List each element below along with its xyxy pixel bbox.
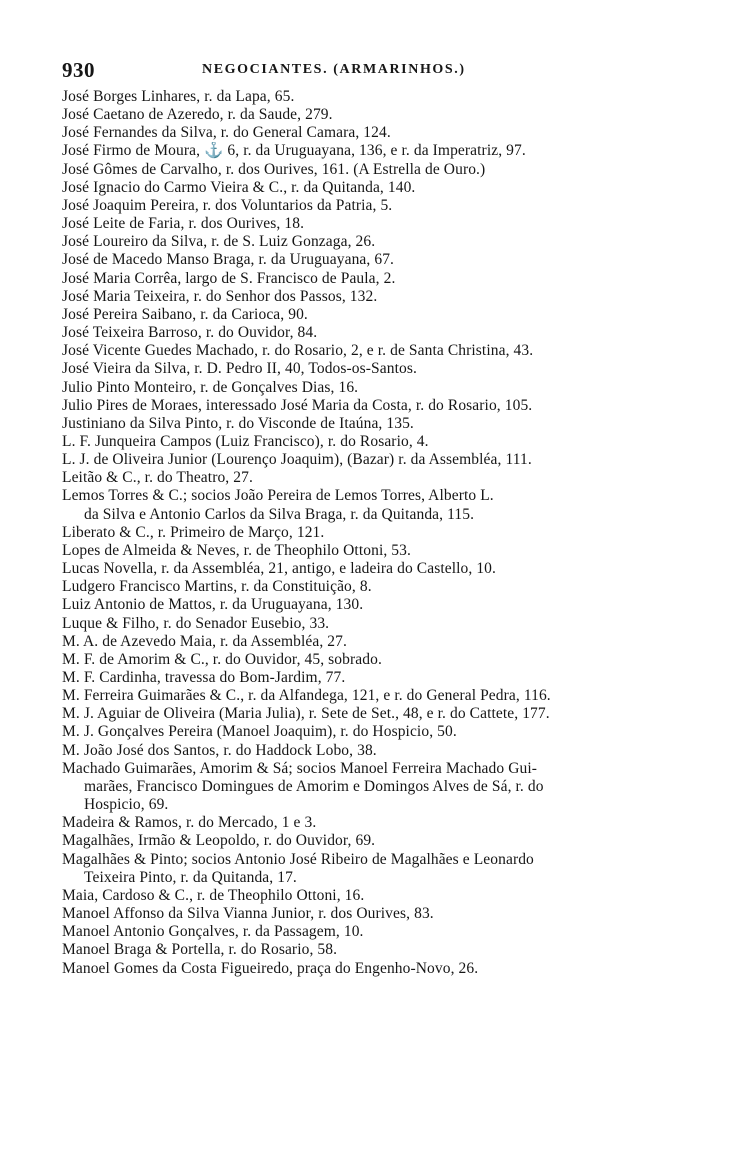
listing-entry: José Loureiro da Silva, r. de S. Luiz Gonzaga, 26. [62,233,376,251]
listing-entry: José Joaquim Pereira, r. dos Voluntarios da Patria, 5. [62,196,393,214]
listing-entry: José Maria Teixeira, r. do Senhor dos Passos, 132. [62,287,378,305]
listing-entry: Ludgero Francisco Martins, r. da Constituição, 8. [62,578,372,596]
listing-entry: Liberato & C., r. Primeiro de Março, 121. [62,523,325,541]
listing-line-continuation: Teixeira Pinto, r. da Quitanda, 17. [84,868,297,886]
listing-entry: Maia, Cardoso & C., r. de Theophilo Ottoni, 16. [62,886,365,904]
listing-entry: José Vicente Guedes Machado, r. do Rosario, 2, e r. de Santa Christina, 43. [62,342,534,360]
listing-entry: Luque & Filho, r. do Senador Eusebio, 33. [62,614,330,632]
page-number: 930 [62,58,95,82]
listing-entry: Lemos Torres & C.; socios João Pereira de Lemos Torres, Alberto L. [62,487,494,505]
listing-entry: José Caetano de Azeredo, r. da Saude, 279. [62,106,333,124]
listing-entry: José Vieira da Silva, r. D. Pedro II, 40, Todos-os-Santos. [62,360,417,378]
listing-entry: M. João José dos Santos, r. do Haddock Lobo, 38. [62,741,377,759]
listing-entry: Leitão & C., r. do Theatro, 27. [62,469,253,487]
listing-entry: M. F. de Amorim & C., r. do Ouvidor, 45, sobrado. [62,650,382,668]
listing-entry: José Ignacio do Carmo Vieira & C., r. da Quitanda, 140. [62,178,416,196]
listing-entry: José Maria Corrêa, largo de S. Francisco de Paula, 2. [62,269,396,287]
listing-entry: Julio Pires de Moraes, interessado José Maria da Costa, r. do Rosario, 105. [62,396,533,414]
listing-entry: José Pereira Saibano, r. da Carioca, 90. [62,305,308,323]
merchant-listing [62,88,730,978]
listing-entry: José Fernandes da Silva, r. do General Camara, 124. [62,124,391,142]
listing-entry: Manoel Antonio Gonçalves, r. da Passagem, 10. [62,923,364,941]
listing-entry: Machado Guimarães, Amorim & Sá; socios Manoel Ferreira Machado Gui- [62,759,538,777]
listing-entry: Madeira & Ramos, r. do Mercado, 1 e 3. [62,814,317,832]
listing-line-continuation: Hospicio, 69. [84,796,169,814]
listing-entry: Manoel Affonso da Silva Vianna Junior, r. dos Ourives, 83. [62,905,434,923]
listing-entry: José de Macedo Manso Braga, r. da Uruguayana, 67. [62,251,395,269]
page-header [62,58,722,84]
running-title: NEGOCIANTES. (ARMARINHOS.) [202,62,466,77]
listing-entry: Luiz Antonio de Mattos, r. da Uruguayana, 130. [62,596,364,614]
listing-entry: Manoel Braga & Portella, r. do Rosario, 58. [62,941,338,959]
listing-entry: Manoel Gomes da Costa Figueiredo, praça do Engenho-Novo, 26. [62,959,479,977]
listing-entry: M. J. Gonçalves Pereira (Manoel Joaquim), r. do Hospicio, 50. [62,723,457,741]
listing-entry: M. Ferreira Guimarães & C., r. da Alfandega, 121, e r. do General Pedra, 116. [62,687,551,705]
listing-entry: José Borges Linhares, r. da Lapa, 65. [62,88,295,105]
listing-entry: Magalhães, Irmão & Leopoldo, r. do Ouvidor, 69. [62,832,376,850]
listing-entry: L. J. de Oliveira Junior (Lourenço Joaquim), (Bazar) r. da Assembléa, 111. [62,451,532,469]
listing-entry: Lopes de Almeida & Neves, r. de Theophilo Ottoni, 53. [62,541,411,559]
listing-entry: L. F. Junqueira Campos (Luiz Francisco), r. do Rosario, 4. [62,432,429,450]
listing-entry: Lucas Novella, r. da Assembléa, 21, antigo, e ladeira do Castello, 10. [62,560,496,578]
listing-entry: Justiniano da Silva Pinto, r. do Visconde de Itaúna, 135. [62,414,414,432]
listing-entry: José Leite de Faria, r. dos Ourives, 18. [62,215,305,233]
listing-entry: José Gômes de Carvalho, r. dos Ourives, 161. (A Estrella de Ouro.) [62,160,486,178]
listing-entry: José Firmo de Moura, ⚓ 6, r. da Uruguayana, 136, e r. da Imperatriz, 97. [62,142,526,160]
listing-entry: Magalhães & Pinto; socios Antonio José Ribeiro de Magalhães e Leonardo [62,850,534,868]
listing-line-continuation: marães, Francisco Domingues de Amorim e Domingos Alves de Sá, r. do [84,777,544,795]
listing-entry: Julio Pinto Monteiro, r. de Gonçalves Dias, 16. [62,378,359,396]
listing-entry: M. A. de Azevedo Maia, r. da Assembléa, 27. [62,632,347,650]
listing-line-continuation: da Silva e Antonio Carlos da Silva Braga, r. da Quitanda, 115. [84,505,475,523]
listing-entry: José Teixeira Barroso, r. do Ouvidor, 84. [62,324,318,342]
listing-entry: M. J. Aguiar de Oliveira (Maria Julia), r. Sete de Set., 48, e r. do Cattete, 177. [62,705,550,723]
listing-entry: M. F. Cardinha, travessa do Bom-Jardim, 77. [62,669,346,686]
